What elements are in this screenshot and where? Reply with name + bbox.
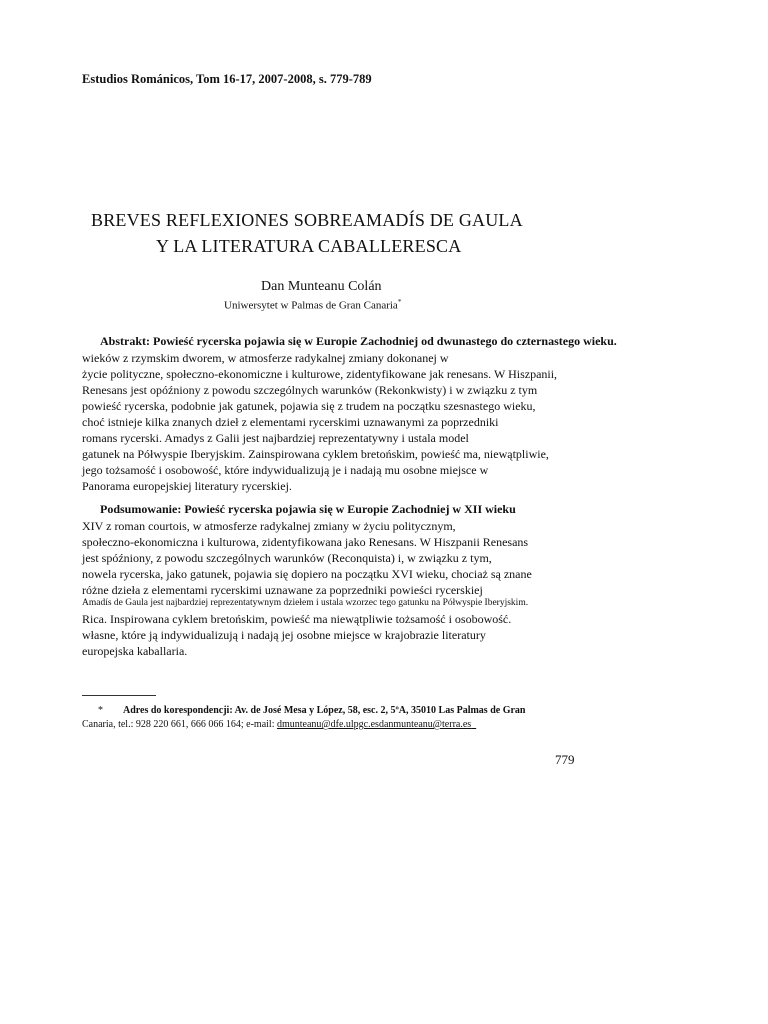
summary-line: Podsumowanie: Powieść rycerska pojawia się w Europie Zachodniej w XII wieku [100, 502, 516, 516]
footnote-line-1 [98, 705, 525, 716]
abstract-line: wieków z rzymskim dworem, w atmosferze radykalnej zmiany dokonanej w [82, 351, 449, 365]
summary-line: własne, które ją indywidualizują i nadają jej osobne miejsce w krajobrazie literatury [82, 628, 486, 642]
article-title-line-2: Y LA LITERATURA CABALLERESCA [156, 236, 462, 256]
footnote-separator [82, 695, 156, 696]
summary-line: różne dzieła z elementami rycerskimi uznawane za poprzedniki powieści rycerskiej [82, 583, 483, 597]
summary-line: Rica. Inspirowana cyklem bretońskim, powieść ma niewątpliwie tożsamość i osobowość. [82, 612, 512, 626]
journal-citation: Estudios Románicos, Tom 16-17, 2007-2008, s. 779-789 [82, 72, 372, 86]
abstract-line: jego tożsamość i osobowość, które indywidualizują je i nadają mu osobne miejsce w [82, 463, 489, 477]
abstract-line: Renesans jest opóźniony z powodu szczególnych warunków (Rekonkwisty) i w związku z tym [82, 383, 538, 397]
affiliation-text: Uniwersytet w Palmas de Gran Canaria [224, 299, 398, 312]
page-number: 779 [555, 752, 575, 767]
footnote-line-2 [82, 719, 476, 730]
summary-line: europejska kaballaria. [82, 644, 188, 658]
abstract-line [100, 334, 617, 349]
article-title-line-1: BREVES REFLEXIONES SOBREAMADÍS DE GAULA [91, 210, 523, 230]
abstract-line: Panorama europejskiej literatury rycerskiej. [82, 479, 292, 493]
footnote-contact: Canaria, tel.: 928 220 661, 666 066 164; e-mail: [82, 719, 277, 730]
abstract-text: Abstrakt: Powieść rycerska pojawia się w Europie Zachodniej od dwunastego do czternastego wieku. [100, 334, 617, 348]
email-link-1[interactable]: dmunteanu@dfe.ulpgc.es [276, 719, 379, 730]
abstract-line: życie polityczne, społeczno-ekonomiczne i kulturowe, zidentyfikowane jak renesans. W Hiszpanii, [82, 367, 558, 381]
summary-line: nowela rycerska, jako gatunek, pojawia się dopiero na początku XVI wieku, chociaż są znane [82, 567, 532, 581]
author-affiliation [224, 298, 401, 312]
footnote-label: Adres do korespondencji: Av. de José Mesa y López, 58, esc. 2, 5ºA, 35010 Las Palmas de Gran [123, 705, 526, 716]
author-name: Dan Munteanu Colán [261, 279, 382, 294]
abstract-line: powieść rycerska, podobnie jak gatunek, pojawia się z trudem na początku szesnastego wieku, [82, 399, 536, 413]
summary-line: Amadís de Gaula jest najbardziej reprezentatywnym dziełem i ustala wzorzec tego gatunku na Półwyspie Iberyjskim. [82, 598, 529, 608]
summary-line: XIV z roman courtois, w atmosferze radykalnej zmiany w życiu politycznym, [82, 519, 456, 533]
affiliation-footnote-mark: * [397, 298, 402, 306]
footnote-mark: * [98, 705, 103, 716]
abstract-line: romans rycerski. Amadys z Galii jest najbardziej reprezentatywny i ustala model [82, 431, 469, 445]
abstract-line: choć istnieje kilka znanych dzieł z elementami rycerskimi uznawanymi za poprzedniki [82, 415, 499, 429]
summary-line: społeczno-ekonomiczna i kulturowa, zidentyfikowana jako Renesans. W Hiszpanii Renesans [82, 535, 529, 549]
email-link-2[interactable]: danmunteanu@terra.es [378, 719, 472, 730]
abstract-line: gatunek na Półwyspie Iberyjskim. Zainspirowana cyklem bretońskim, powieść ma, niewątpliwie, [82, 447, 549, 461]
summary-line: jest spóźniony, z powodu szczególnych warunków (Reconquista) i, w związku z tym, [82, 551, 492, 565]
